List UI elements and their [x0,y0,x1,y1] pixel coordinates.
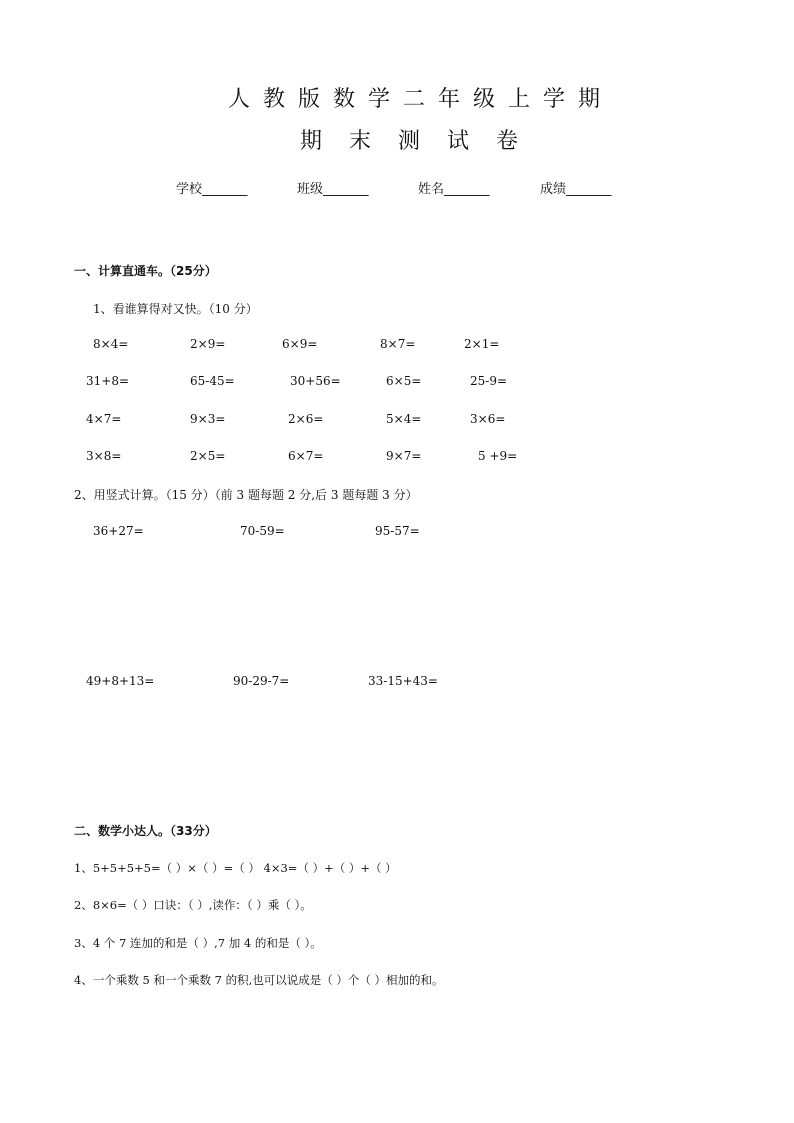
vertical-problem: 36+27= [93,524,144,538]
vertical-problem: 49+8+13= [86,674,155,688]
oral-problem: 6×7= [288,449,324,463]
part1-heading: 1、看谁算得对又快。（10 分） [93,302,258,316]
oral-problem: 3×8= [86,449,122,463]
vertical-problem: 95-57= [375,524,420,538]
section2-heading: 二、数学小达人。（33分） [74,824,217,838]
exam-subtitle: 期末测试卷 [300,129,546,154]
oral-problem: 3×6= [470,412,506,426]
oral-problem: 2×1= [464,337,500,351]
oral-problem: 2×5= [190,449,226,463]
fill-question: 4、一个乘数 5 和一个乘数 7 的积,也可以说成是（ ）个（ ）相加的和。 [74,973,444,987]
oral-problem: 65-45= [190,374,235,388]
class-field: 班级_______ [297,182,369,197]
exam-title: 人教版数学二年级上学期 [228,87,614,112]
oral-problem: 5×4= [386,412,422,426]
name-field: 姓名_______ [418,182,490,197]
oral-problem: 6×5= [386,374,422,388]
oral-problem: 6×9= [282,337,318,351]
oral-problem: 30+56= [290,374,341,388]
section1-heading: 一、计算直通车。（25分） [74,264,217,278]
school-field: 学校_______ [176,182,248,197]
oral-problem: 31+8= [86,374,130,388]
oral-problem: 9×3= [190,412,226,426]
vertical-problem: 33-15+43= [368,674,438,688]
oral-problem: 25-9= [470,374,508,388]
fill-question: 2、8×6=（ ）口诀：（ ）,读作：（ ）乘（ ）。 [74,898,312,912]
oral-problem: 9×7= [386,449,422,463]
oral-problem: 2×6= [288,412,324,426]
oral-problem: 4×7= [86,412,122,426]
oral-problem: 8×4= [93,337,129,351]
part2-heading: 2、用竖式计算。（15 分）（前 3 题每题 2 分,后 3 题每题 3 分） [74,488,418,502]
vertical-problem: 70-59= [240,524,285,538]
oral-problem: 8×7= [380,337,416,351]
score-field: 成绩_______ [540,182,612,197]
vertical-problem: 90-29-7= [233,674,290,688]
oral-problem: 2×9= [190,337,226,351]
fill-question: 3、4 个 7 连加的和是（ ）,7 加 4 的和是（ ）。 [74,936,322,950]
oral-problem: 5 +9= [478,449,518,463]
fill-question: 1、5+5+5+5=（ ）×（ ）=（ ） 4×3=（ ）+（ ）+（ ） [74,861,397,875]
